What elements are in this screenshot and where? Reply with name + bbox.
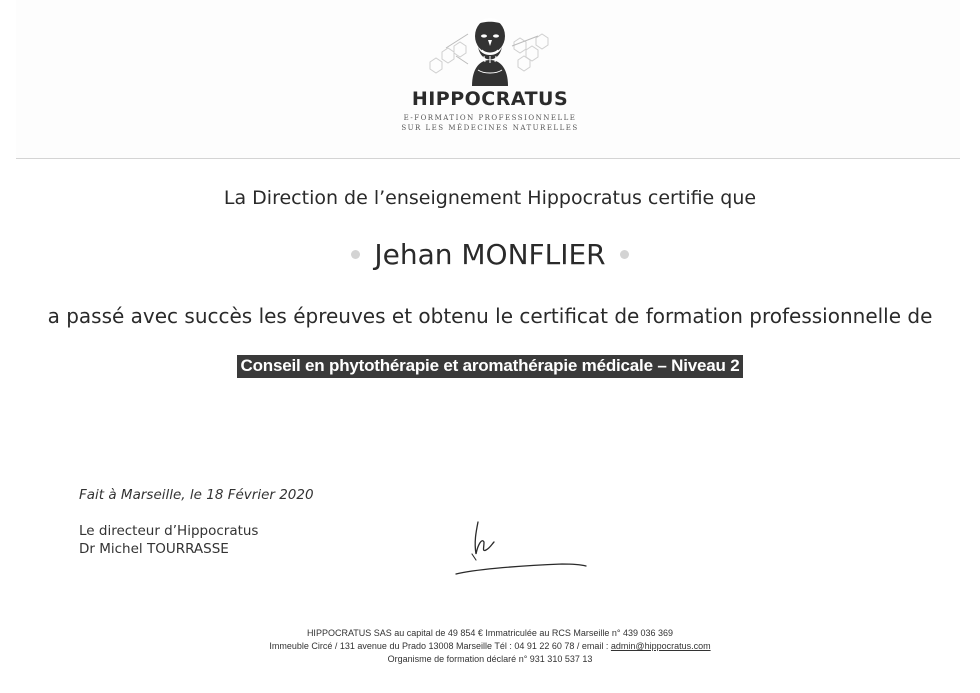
brand-name: HIPPOCRATUS	[411, 88, 569, 110]
director-name: Dr Michel TOURRASSE	[79, 541, 229, 557]
footer-address-text: Immeuble Circé / 131 avenue du Prado 13008 Marseille Tél : 04 91 22 60 78 / email :	[269, 641, 611, 651]
place-and-date: Fait à Marseille, le 18 Février 2020	[79, 487, 314, 503]
brand-tagline-line2: SUR LES MÉDECINES NATURELLES	[401, 124, 579, 132]
footer-registration: Organisme de formation déclaré n° 931 310 537 13	[387, 654, 593, 664]
hippocrates-bust-logo	[428, 12, 552, 88]
bullet-dot-icon	[620, 250, 629, 259]
director-signature	[452, 514, 592, 580]
brand-tagline-line1: E-FORMATION PROFESSIONNELLE	[403, 114, 577, 122]
course-title: Conseil en phytothérapie et aromathérapie médicale – Niveau 2	[237, 355, 744, 378]
recipient-row	[0, 238, 980, 271]
footer-email-link[interactable]: admin@hippocratus.com	[610, 641, 711, 651]
footer-company-info: HIPPOCRATUS SAS au capital de 49 854 € Immatriculée au RCS Marseille n° 439 036 369	[306, 628, 674, 638]
achievement-statement: a passé avec succès les épreuves et obtenu le certificat de formation professionnelle de	[47, 304, 933, 328]
recipient-name: Jehan MONFLIER	[374, 238, 606, 271]
footer-address	[0, 641, 980, 651]
certify-statement: La Direction de l’enseignement Hippocratus certifie que	[223, 187, 757, 209]
course-title-row	[0, 355, 980, 378]
director-role: Le directeur d’Hippocratus	[79, 523, 259, 539]
bullet-dot-icon	[351, 250, 360, 259]
